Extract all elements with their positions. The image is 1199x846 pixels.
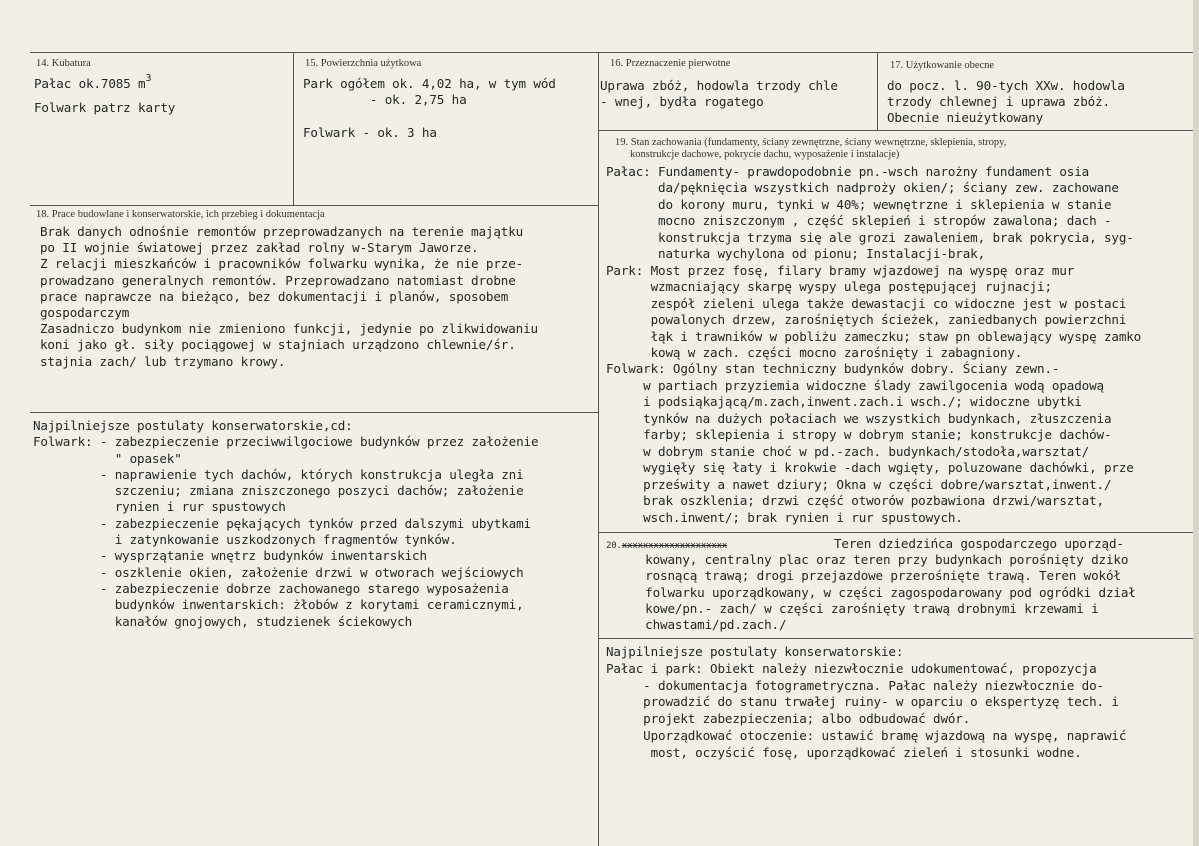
field-18-text: Brak danych odnośnie remontów przeprowadzanych na terenie majątku po II wojnie światowej przez zakład rolny w-Starym Jaworze. Z relacji mieszkańców i pracowników folwarku wynika, że nie prze- prowadzano generalnych remontów. Przeprowadzano natomiast drobne prace naprawcze na bieżąco, bez dokumentacji i planów, sposobem gospodarczym Zasadniczo budynkom nie zmieniono funkcji, jedynie po zlikwidowaniu koni jako gł. siły pociągowej w stajniach urządzono chlewnie/śr. stajnia zach/ lub trzymano krowy.: [40, 224, 538, 369]
line-under-18: [30, 412, 598, 413]
field-14-volume: [34, 73, 152, 94]
field-20-prefix: 20.: [606, 541, 622, 551]
scan-edge-shadow: [1193, 0, 1199, 846]
field-15-text: Park ogółem ok. 4,02 ha, w tym wód - ok. 2,75 ha Folwark - ok. 3 ha: [303, 76, 556, 140]
field-19-text: Pałac: Fundamenty- prawdopodobnie pn.-wsch narożny fundament osia da/pęknięcia wszystkich nadproży okien/; ściany zew. zachowane do korony muru, tynki w 40%; wewnętrzne i sklepienia w stanie mocno zniszczonym , część sklepień i stropów zawalona; dach - konstrukcja trzyma się ale grozi zawaleniem, brak pokrycia, syg- naturka wychylona od pionu; Instalacji-brak, Park: Most przez fosę, filary bramy wjazdowej na wyspę oraz mur wzmacniający skarpę wyspy ulega postępującej rujnacji; zespół zieleni ulega także dewastacji co widoczne jest w postaci powalonych drzew, zarośniętych ścieżek, zaniedbanych powierzchni łąk i trawników w pobliżu zameczku; staw pn oblewający wyspę zamko kową w zach. części mocno zarośnięty i zabagniony. Folwark: Ogólny stan techniczny budynków dobry. Ściany zewn.- w partiach przyziemia widoczne ślady zawilgocenia wodą opadową i podsiąkającą/m.zach,inwent.zach.i wsch./; widoczne ubytki tynków na dużych połaciach we wszystkich budynkach, złuszczenia farby; sklepienia i stropy w dobrym stanie; konstrukcje dachów- w dobrym stanie choć w pd.-zach. budynkach/stodoła,warsztat/ wygięły się łaty i krokwie -dach wgięty, poluzowane dachówki, prze prześwity a nawet dziury; Okna w części dobre/warsztat,inwent./ brak oszklenia; drzwi część otworów pozbawiona drzwi/warsztat, wsch.inwent/; brak rynien i rur spustowych.: [606, 164, 1142, 525]
line-under-14-15: [30, 205, 598, 206]
field-19-label: 19. Stan zachowania (fundamenty, ściany zewnętrzne, ściany wewnętrzne, sklepienia, stropy,: [615, 137, 1007, 148]
line-under-19: [598, 532, 1196, 533]
field-14-superscript: 3: [145, 73, 152, 84]
field-16-text: Uprawa zbóż, hodowla trzody chle - wnej, bydła rogatego: [600, 78, 838, 110]
field-18-label: 18. Prace budowlane i konserwatorskie, ich przebieg i dokumentacja: [36, 209, 325, 220]
field-14-line2: Folwark patrz karty: [34, 100, 176, 115]
postulates-left-text: Najpilniejsze postulaty konserwatorskie,cd: Folwark: - zabezpieczenie przeciwwilgociowe budynków przez założenie " opasek" - naprawienie tych dachów, których konstrukcja uległa zni szczeniu; zmiana zniszczonego poszyci dachów; założenie rynien i rur spustowych - zabezpieczenie pękających tynków przed dalszymi ubytkami i zatynkowanie uszkodzonych fragmentów tynków. - wysprzątanie wnętrz budynków inwentarskich - oszklenie okien, założenie drzwi w otworach wejściowych - zabezpieczenie dobrze zachowanego starego wyposażenia budynków inwentarskich: żłobów z korytami ceramicznymi, kanałów gnojowych, studzienek ściekowych: [33, 418, 539, 629]
field-15-label: 15. Powierzchnia użytkowa: [305, 58, 422, 69]
line-under-20: [598, 638, 1196, 639]
field-14-line1: Pałac ok.7085 m: [34, 76, 146, 91]
field-19-label-continued: konstrukcje dachowe, pokrycie dachu, wyposażenie i instalacje): [630, 149, 900, 160]
main-vertical-divider: [598, 52, 599, 846]
field-16-label: 16. Przeznaczenie pierwotne: [610, 58, 731, 69]
postulates-right-text: Najpilniejsze postulaty konserwatorskie: Pałac i park: Obiekt należy niezwłocznie udokumentować, propozycja - dokumentacja fotogrametryczna. Pałac należy niezwłocznie do- prowadzić do stanu trwałej ruiny- w oparciu o ekspertyzę tech. i projekt zabezpieczenia; albo odbudować dwór. Uporządkować otoczenie: ustawić bramę wjazdową na wyspę, naprawić most, oczyścić fosę, uporządkować zieleń i stosunki wodne.: [606, 644, 1127, 760]
field-14-label: 14. Kubatura: [36, 58, 91, 69]
field-20-text: Teren dziedzińca gospodarczego uporząd- kowany, centralny plac oraz teren przy budynkach porośnięty dziko rosnącą trawą; drogi przejazdowe przerośnięte trawą. Teren wokół folwarku uporządkowany, w części zagospodarowany pod ogródki dział kowe/pn.- zach/ w części zarośnięty trawą drobnymi krzewami i chwastami/pd.zach./: [645, 536, 1136, 633]
divider-16-17: [877, 52, 878, 130]
top-border-line: [30, 52, 1196, 53]
field-17-text: do pocz. l. 90-tych XXw. hodowla trzody chlewnej i uprawa zbóż. Obecnie nieużytkowany: [887, 78, 1125, 126]
line-under-16-17: [598, 130, 1196, 131]
field-17-label: 17. Użytkowanie obecne: [890, 60, 995, 71]
divider-14-15: [293, 52, 294, 205]
field-20-struck-label: xxxxxxxxxxxxxxxxxxxx: [621, 541, 728, 551]
